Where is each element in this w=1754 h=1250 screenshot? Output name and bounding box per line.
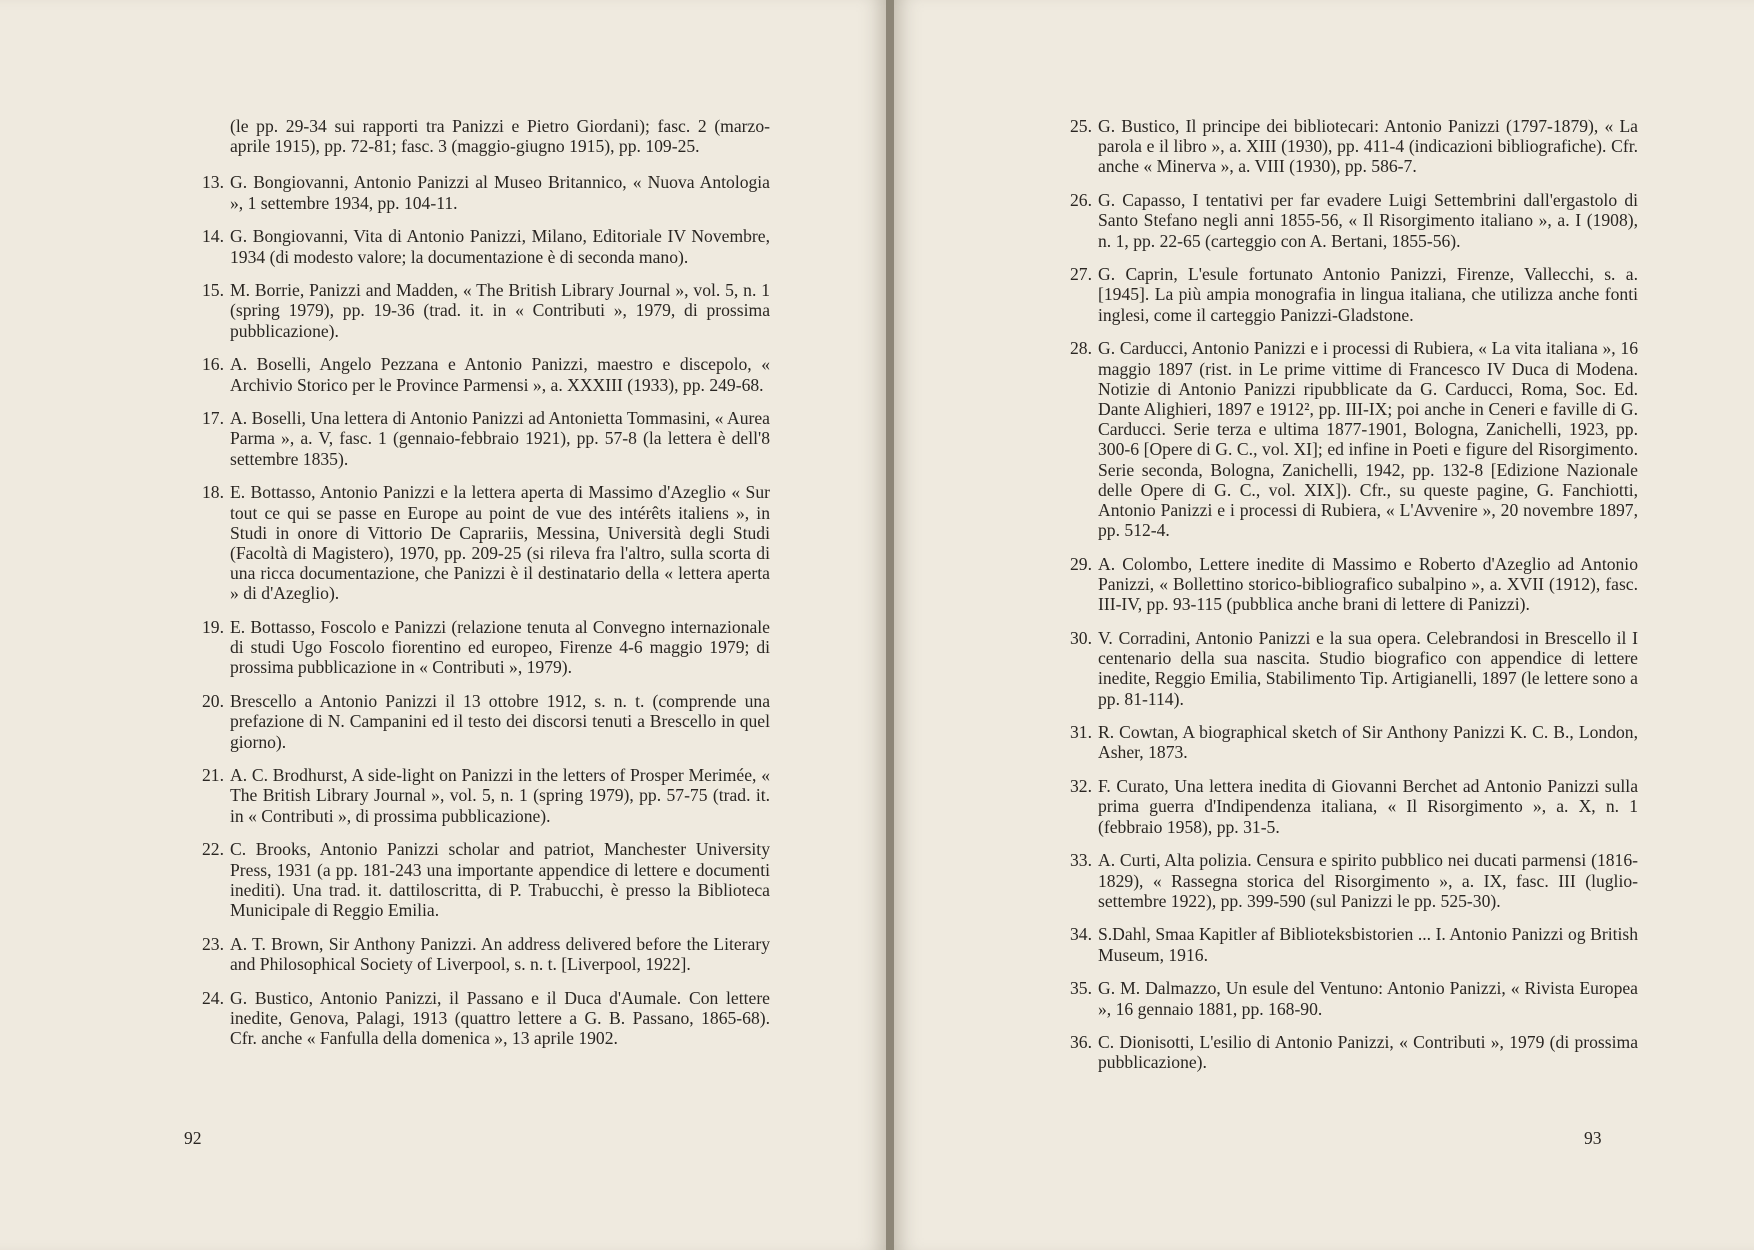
entry-text: G. Bongiovanni, Vita di Antonio Panizzi, Milano, Editoriale IV Novembre, 1934 (di modesto valore; la documentazione è di seconda mano).: [230, 226, 770, 267]
entry-number: 25.: [1070, 116, 1092, 136]
bib-entry-29: [1060, 554, 1638, 615]
bib-entry-28: [1060, 338, 1638, 540]
bib-entry-31: [1060, 722, 1638, 762]
entry-text: G. Capasso, I tentativi per far evadere Luigi Settembrini dall'ergastolo di Santo Stefano negli anni 1855-56, « Il Risorgimento italiano », a. I (1908), n. 1, pp. 22-65 (carteggio con A. Bertani, 1855-56).: [1098, 190, 1638, 251]
entry-text: E. Bottasso, Foscolo e Panizzi (relazione tenuta al Convegno internazionale di studi Ugo Foscolo fiorentino ed europeo, Firenze 4-6 maggio 1979; di prossima pubblicazione in « Contributi », 1979).: [230, 617, 770, 678]
entry-text: G. Bongiovanni, Antonio Panizzi al Museo Britannico, « Nuova Antologia », 1 settembre 1934, pp. 104-11.: [230, 172, 770, 213]
entry-number: 33.: [1070, 850, 1092, 871]
entry-number: 21.: [202, 765, 224, 786]
entry-text: V. Corradini, Antonio Panizzi e la sua opera. Celebrandosi in Brescello il I centenario della sua nascita. Studio biografico con appendice di lettere inedite, Reggio Emilia, Stabilimento Tip. Artigianelli, 1897 (le lettere sono a pp. 81-114).: [1098, 627, 1638, 709]
entry-number: 26.: [1070, 190, 1092, 211]
entry-text: G. Carducci, Antonio Panizzi e i processi di Rubiera, « La vita italiana », 16 maggio 1897 (rist. in Le prime vittime di Francesco IV Duca di Modena. Notizie di Antonio Panizzi ripubblicate da G. Carducci, Roma, Soc. Ed. Dante Alighieri, 1897 e 1912², pp. III-IX; poi anche in Ceneri e faville di G. Carducci. Serie terza e ultima 1877-1901, Bologna, Zanichelli, 1923, pp. 300-6 [Opere di G. C., vol. XI]; ed infine in Poeti e figure del Risorgimento. Serie seconda, Bologna, Zanichelli, 1942, pp. 132-8 [Edizione Nazionale delle Opere di G. C., vol. XIX]). Cfr., su queste pagine, G. Fanchiotti, Antonio Panizzi e i processi di Rubiera, « L'Avvenire », 20 novembre 1897, pp. 512-4.: [1098, 338, 1638, 541]
entry-number: 29.: [1070, 553, 1092, 574]
entry-number: 15.: [202, 280, 224, 301]
entry-text: G. M. Dalmazzo, Un esule del Ventuno: Antonio Panizzi, « Rivista Europea », 16 gennaio 1881, pp. 168-90.: [1098, 978, 1638, 1019]
page-number: 92: [184, 1128, 202, 1148]
entry-number: 16.: [202, 354, 224, 375]
bib-entry-30: [1060, 628, 1638, 709]
bib-entry-20: [192, 691, 770, 752]
entry-number: 30.: [1070, 627, 1092, 648]
entry-text: C. Dionisotti, L'esilio di Antonio Panizzi, « Contributi », 1979 (di prossima pubblicazione).: [1098, 1032, 1638, 1073]
entry-number: 27.: [1070, 264, 1092, 285]
entry-text: C. Brooks, Antonio Panizzi scholar and patriot, Manchester University Press, 1931 (a pp. 181-243 una importante appendice di lettere e documenti inediti). Una trad. it. dattiloscritta, di P. Trabucchi, è presso la Biblioteca Municipale di Reggio Emilia.: [230, 839, 770, 920]
bib-entry-18: [192, 482, 770, 603]
bib-entry-19: [192, 617, 770, 678]
right-bibliography: [1060, 116, 1638, 1086]
entry-number: 14.: [202, 226, 224, 247]
entry-text: (le pp. 29-34 sui rapporti tra Panizzi e Pietro Giordani); fasc. 2 (marzo-aprile 1915), pp. 72-81; fasc. 3 (maggio-giugno 1915), pp. 109-25.: [230, 116, 770, 157]
entry-text: E. Bottasso, Antonio Panizzi e la lettera aperta di Massimo d'Azeglio « Sur tout ce qui se passe en Europe au point de vue des intérêts italiens », in Studi in onore di Vittorio De Caprariis, Messina, Università degli Studi (Facoltà di Magistero), 1970, pp. 209-25 (si rileva fra l'altro, sulla scorta di una ricca documentazione, che Panizzi è il destinatario della « lettera aperta » di d'Azeglio).: [230, 482, 770, 604]
entry-text: A. Colombo, Lettere inedite di Massimo e Roberto d'Azeglio ad Antonio Panizzi, « Bollettino storico-bibliografico subalpino », a. XVII (1912), fasc. III-IV, pp. 93-115 (pubblica anche brani di lettere di Panizzi).: [1098, 553, 1638, 615]
entry-text: A. C. Brodhurst, A side-light on Panizzi in the letters of Prosper Merimée, « The British Library Journal », vol. 5, n. 1 (spring 1979), pp. 57-75 (trad. it. in « Contributi », di prossima pubblicazione).: [230, 765, 770, 826]
left-bibliography: [192, 116, 770, 1062]
entry-text: M. Borrie, Panizzi and Madden, « The British Library Journal », vol. 5, n. 1 (spring 1979), pp. 19-36 (trad. it. in « Contributi », 1979, di prossima pubblicazione).: [230, 280, 770, 341]
bib-entry-33: [1060, 850, 1638, 911]
entry-text: G. Bustico, Il principe dei bibliotecari: Antonio Panizzi (1797-1879), « La parola e il libro », a. XIII (1930), pp. 411-4 (indicazioni bibliografiche). Cfr. anche « Minerva », a. VIII (1930), pp. 586-7.: [1098, 116, 1638, 177]
page-number: 93: [1584, 1128, 1602, 1148]
bib-entry-14: [192, 226, 770, 266]
entry-number: 19.: [202, 617, 224, 638]
entry-number: 31.: [1070, 722, 1092, 743]
entry-number: 22.: [202, 839, 224, 860]
entry-text: G. Bustico, Antonio Panizzi, il Passano e il Duca d'Aumale. Con lettere inedite, Genova, Palagi, 1913 (quattro lettere a G. B. Passano, 1865-68). Cfr. anche « Fanfulla della domenica », 13 aprile 1902.: [230, 987, 770, 1049]
bib-entry-24: [192, 988, 770, 1049]
entry-number: 17.: [202, 408, 224, 429]
entry-number: 36.: [1070, 1032, 1092, 1053]
entry-text: G. Caprin, L'esule fortunato Antonio Panizzi, Firenze, Vallecchi, s. a. [1945]. La più ampia monografia in lingua italiana, che utilizza anche fonti inglesi, come il carteggio Panizzi-Gladstone.: [1098, 264, 1638, 325]
entry-number: 23.: [202, 933, 224, 954]
entry-text: A. T. Brown, Sir Anthony Panizzi. An address delivered before the Literary and Philosophical Society of Liverpool, s. n. t. [Liverpool, 1922].: [230, 933, 770, 974]
bib-entry-17: [192, 408, 770, 469]
entry-number: 24.: [202, 987, 224, 1008]
entry-number: 34.: [1070, 924, 1092, 945]
entry-number: 20.: [202, 691, 224, 712]
entry-number: 18.: [202, 482, 224, 503]
bib-entry-13: [192, 172, 770, 212]
entry-text: A. Curti, Alta polizia. Censura e spirito pubblico nei ducati parmensi (1816-1829), « Rassegna storica del Risorgimento », a. IX, fasc. III (luglio-settembre 1922), pp. 399-590 (sul Panizzi le pp. 525-30).: [1098, 850, 1638, 911]
entry-text: Brescello a Antonio Panizzi il 13 ottobre 1912, s. n. t. (comprende una prefazione di N. Campanini ed il testo dei discorsi tenuti a Brescello in quel giorno).: [230, 691, 770, 752]
bib-entry-27: [1060, 264, 1638, 325]
bib-entry-23: [192, 934, 770, 974]
bib-entry-21: [192, 765, 770, 826]
right-page: [894, 0, 1754, 1250]
continuation-entry: [192, 116, 770, 156]
entry-text: S.Dahl, Smaa Kapitler af Biblioteksbistorien ... I. Antonio Panizzi og British Museum, 1916.: [1098, 924, 1638, 965]
entry-number: 13.: [202, 172, 224, 193]
entry-text: A. Boselli, Una lettera di Antonio Panizzi ad Antonietta Tommasini, « Aurea Parma », a. V, fasc. 1 (gennaio-febbraio 1921), pp. 57-8 (la lettera è dell'8 settembre 1835).: [230, 408, 770, 469]
entry-number: 35.: [1070, 978, 1092, 999]
bib-entry-34: [1060, 924, 1638, 964]
book-gutter: [886, 0, 894, 1250]
bib-entry-16: [192, 354, 770, 394]
bib-entry-35: [1060, 978, 1638, 1018]
bib-entry-25: [1060, 116, 1638, 177]
bib-entry-36: [1060, 1032, 1638, 1072]
entry-text: A. Boselli, Angelo Pezzana e Antonio Panizzi, maestro e discepolo, « Archivio Storico per le Province Parmensi », a. XXXIII (1933), pp. 249-68.: [230, 354, 770, 395]
bib-entry-15: [192, 280, 770, 341]
bib-entry-32: [1060, 776, 1638, 837]
entry-text: R. Cowtan, A biographical sketch of Sir Anthony Panizzi K. C. B., London, Asher, 1873.: [1098, 722, 1638, 763]
entry-number: 28.: [1070, 338, 1092, 359]
entry-text: F. Curato, Una lettera inedita di Giovanni Berchet ad Antonio Panizzi sulla prima guerra d'Indipendenza italiana, « Il Risorgimento », a. X, n. 1 (febbraio 1958), pp. 31-5.: [1098, 776, 1638, 837]
bib-entry-26: [1060, 190, 1638, 251]
entry-number: 32.: [1070, 776, 1092, 797]
bib-entry-22: [192, 839, 770, 920]
